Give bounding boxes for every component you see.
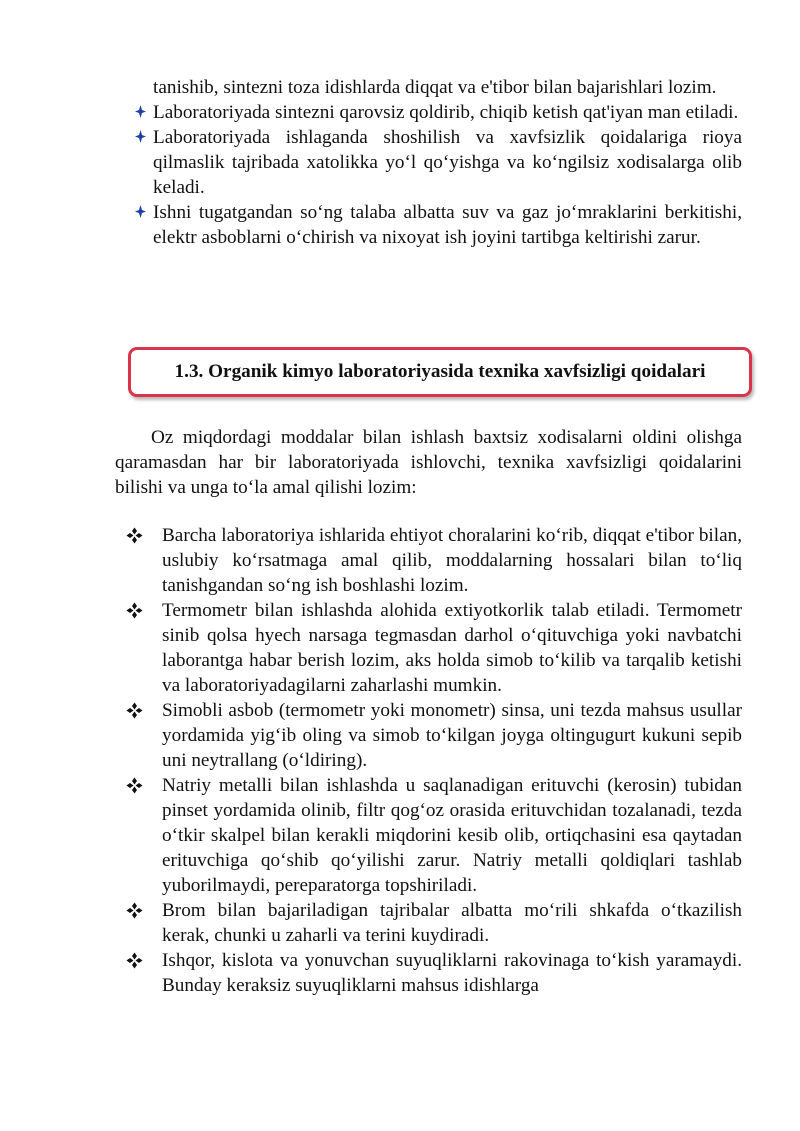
rule-item bbox=[124, 898, 742, 948]
rule-text: Barcha laboratoriya ishlarida ehtiyot choralarini ko‘rib, diqqat e'tibor bilan, uslubiy ko‘rsatmaga amal qilib, moddalarning hossalari bilan to‘liq tanishgandan so‘ng ish boshlashi lozim. bbox=[162, 525, 742, 596]
section-heading-box bbox=[128, 347, 752, 397]
rule-item bbox=[124, 523, 742, 598]
clover-bullet-icon bbox=[126, 777, 143, 794]
clover-bullet-icon bbox=[126, 527, 143, 544]
list-item bbox=[130, 200, 742, 250]
list-item bbox=[130, 100, 742, 125]
rule-text: Termometr bilan ishlashda alohida extiyotkorlik talab etiladi. Termometr sinib qolsa hyech narsaga tegmasdan darhol o‘qituvchiga yoki navbatchi laborantga habar berish lozim, aks holda simob to‘kilib va tarqalib ketishi va laboratoriyadagilarni zaharlashi mumkin. bbox=[162, 600, 742, 696]
list-item bbox=[130, 125, 742, 200]
rule-text: Ishqor, kislota va yonuvchan suyuqliklarni rakovinaga to‘kish yaramaydi. Bunday keraksiz suyuqliklarni mahsus idishlarga bbox=[162, 950, 742, 996]
rule-text: Brom bilan bajariladigan tajribalar albatta mo‘rili shkafda o‘tkazilish kerak, chunki u zaharli va terini kuydiradi. bbox=[162, 900, 742, 946]
clover-bullet-icon bbox=[126, 702, 143, 719]
diamond-star-bullet-icon bbox=[135, 105, 146, 118]
safety-rules-list bbox=[124, 523, 742, 998]
list-item-text: Ishni tugatgandan so‘ng talaba albatta suv va gaz jo‘mraklarini berkitishi, elektr asboblarni o‘chirish va nixoyat ish joyini tartibga keltirishi zarur. bbox=[153, 202, 742, 248]
rule-text: Simobli asbob (termometr yoki monometr) sinsa, uni tezda mahsus usullar yordamida yig‘ib oling va simob to‘kilgan joyga oltingugurt kukuni sepib uni neytrallang (o‘ldiring). bbox=[162, 700, 742, 771]
clover-bullet-icon bbox=[126, 602, 143, 619]
rule-item bbox=[124, 773, 742, 898]
rule-text: Natriy metalli bilan ishlashda u saqlanadigan erituvchi (kerosin) tubidan pinset yordamida olinib, filtr qog‘oz orasida erituvchidan tozalanadi, tezda o‘tkir skalpel bilan kerakli miqdorini kesib olib, ortiqchasini esa qaytadan erituvchiga qo‘shib qo‘yilishi zarur. Natriy metalli qoldiqlari tashlab yuborilmaydi, pereparatorga topshiriladi. bbox=[162, 775, 742, 896]
list-continuation-text: tanishib, sintezni toza idishlarda diqqat va e'tibor bilan bajarishlari lozim. bbox=[153, 77, 717, 98]
safety-notes-list bbox=[130, 75, 742, 250]
clover-bullet-icon bbox=[126, 902, 143, 919]
rule-item bbox=[124, 948, 742, 998]
intro-text: Oz miqdordagi moddalar bilan ishlash baxtsiz xodisalarni oldini olishga qaramasdan har bir laboratoriyada ishlovchi, texnika xavfsizligi qoidalarini bilishi va unga to‘la amal qilishi lozim: bbox=[115, 427, 742, 498]
section-title: 1.3. Organik kimyo laboratoriyasida texnika xavfsizligi qoidalari bbox=[174, 361, 706, 382]
intro-paragraph bbox=[115, 425, 742, 500]
list-item-text: Laboratoriyada sintezni qarovsiz qoldirib, chiqib ketish qat'iyan man etiladi. bbox=[153, 102, 739, 123]
clover-bullet-icon bbox=[126, 952, 143, 969]
rule-item bbox=[124, 698, 742, 773]
diamond-star-bullet-icon bbox=[135, 130, 146, 143]
rule-item bbox=[124, 598, 742, 698]
list-item-text: Laboratoriyada ishlaganda shoshilish va xavfsizlik qoidalariga rioya qilmaslik tajribada xatolikka yo‘l qo‘yishga va ko‘ngilsiz xodisalarga olib keladi. bbox=[153, 127, 742, 198]
diamond-star-bullet-icon bbox=[135, 205, 146, 218]
